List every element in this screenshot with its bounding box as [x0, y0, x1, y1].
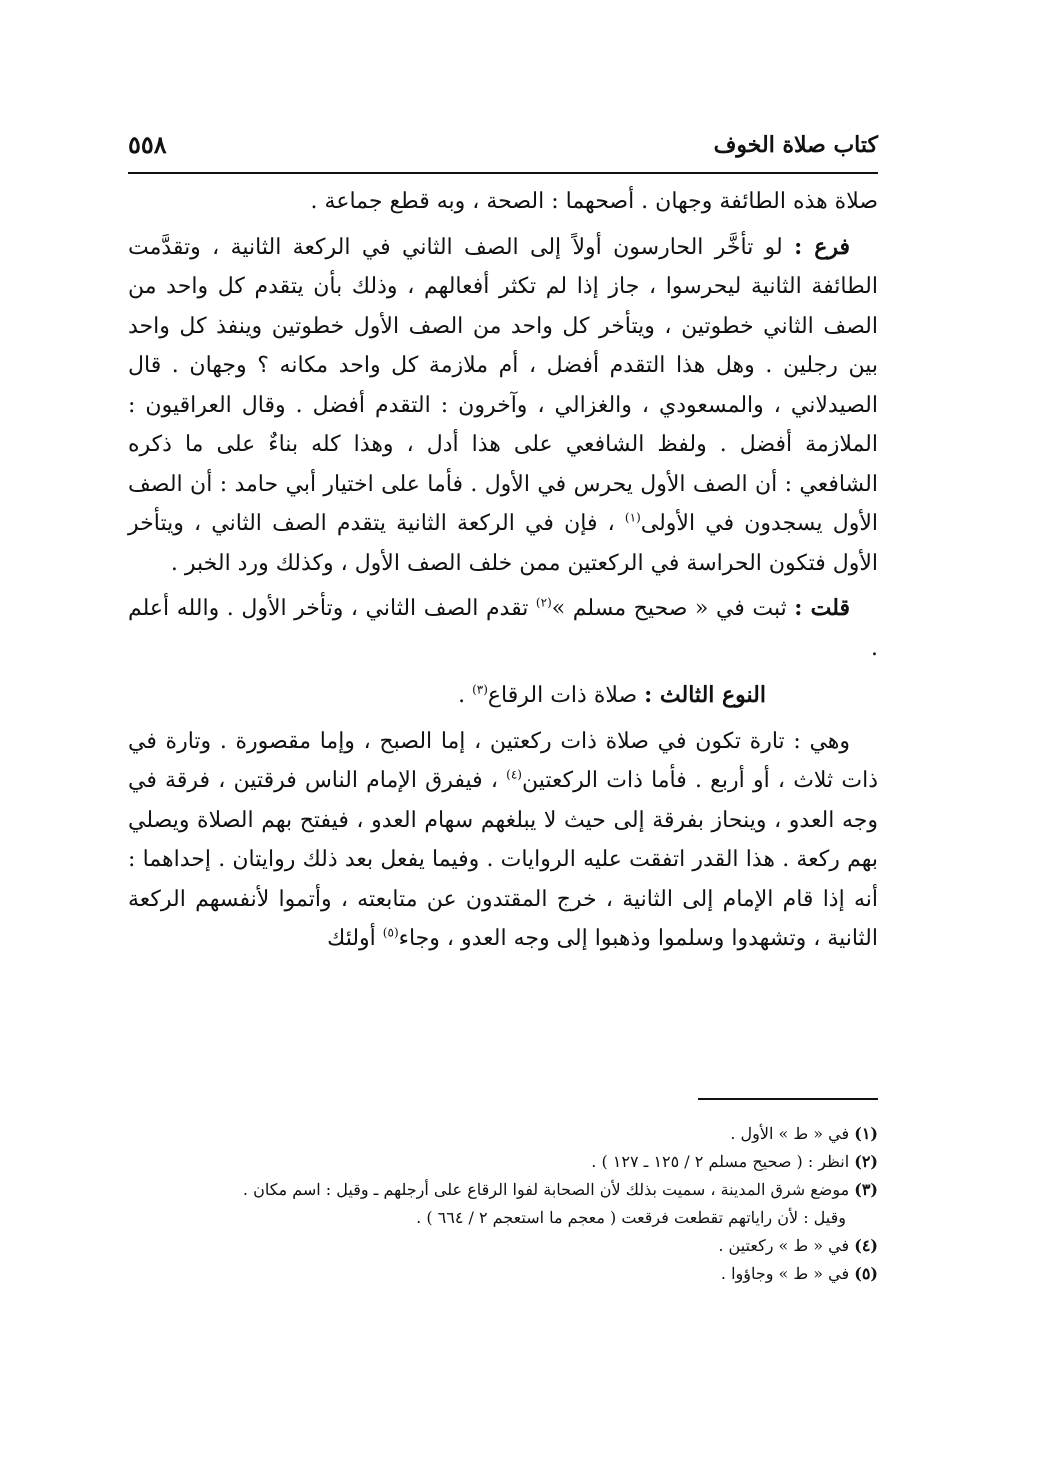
- paragraph-text: لو تأخَّر الحارسون أولاً إلى الصف الثاني في الركعة الثانية ، وتقدَّمت الطائفة الثانية ليحرسوا ، جاز إذا لم تكثر أفعالهم ، وذلك بأن يتقدم كل واحد من الصف الثاني خطوتين ، ويتأخر كل واحد من الصف الأول خطوتين وينفذ كل واحد بين رجلين . وهل هذا التقدم أفضل ، أم ملازمة كل واحد مكانه ؟ وجهان . قال الصيدلاني ، والمسعودي ، والغزالي ، وآخرون : التقدم أفضل . وقال العراقيون : الملازمة أفضل . ولفظ الشافعي على هذا أدل ، وهذا كله بناءٌ على ما ذكره الشافعي : أن الصف الأول يحرس في الأول . فأما على اختيار أبي حامد : أن الصف الأول يسجدون في الأولى: [128, 234, 879, 536]
- paragraph-text: ثبت في « صحيح مسلم »: [551, 596, 795, 621]
- running-header: [128, 128, 878, 174]
- footnote-divider: [698, 1098, 878, 1100]
- footnote-ref: (٥): [382, 925, 399, 940]
- footnote-ref: (٢): [535, 595, 552, 610]
- footnote-text: في « ط » ركعتين .: [718, 1236, 850, 1255]
- section-heading: [128, 676, 878, 716]
- footnotes-section: [128, 1098, 878, 1288]
- section-heading-end: .: [458, 683, 473, 708]
- paragraph-lead: قلت :: [794, 595, 851, 621]
- book-page: [128, 128, 878, 1368]
- footnote-text: انظر : ( صحيح مسلم ٢ / ١٢٥ ـ ١٢٧ ) .: [591, 1152, 850, 1171]
- paragraph-qultu: [128, 589, 878, 668]
- footnote-text: موضع شرق المدينة ، سميت بذلك لأن الصحابة لفوا الرقاع على أرجلهم ـ وقيل : اسم مكان .: [242, 1180, 850, 1199]
- paragraph-lead: فرع :: [794, 233, 851, 260]
- chapter-title: كتاب صلاة الخوف: [713, 132, 878, 158]
- main-text: [128, 182, 878, 959]
- footnote-2: [128, 1148, 878, 1176]
- footnote-5: [128, 1260, 878, 1288]
- paragraph-1: [128, 182, 878, 222]
- paragraph-far3: [128, 228, 878, 584]
- footnote-1: [128, 1120, 878, 1148]
- paragraph-wahiya: [128, 722, 878, 959]
- footnote-text: في « ط » وجاؤوا .: [720, 1264, 850, 1283]
- footnote-ref: (٣): [472, 682, 488, 697]
- footnote-number: (٢): [854, 1152, 878, 1171]
- footnote-list: [128, 1120, 878, 1288]
- paragraph-text: صلاة هذه الطائفة وجهان . أصحهما : الصحة ، وبه قطع جماعة .: [310, 189, 878, 214]
- footnote-text: وقيل : لأن راياتهم تقطعت فرقعت ( معجم ما استعجم ٢ / ٦٦٤ ) .: [416, 1208, 846, 1227]
- footnote-3: [128, 1176, 878, 1204]
- footnote-ref: (١): [624, 510, 641, 525]
- paragraph-text: وهي : تارة تكون في صلاة ذات ركعتين ، إما الصبح ، وإما مقصورة . وتارة في ذات ثلاث ، أو أربع . فأما ذات الركعتين: [128, 728, 878, 793]
- footnote-4: [128, 1232, 878, 1260]
- footnote-text: في « ط » الأول .: [730, 1124, 850, 1143]
- footnote-number: (٤): [854, 1236, 878, 1255]
- paragraph-text-cont: تقدم الصف الثاني ، وتأخر الأول . والله أعلم .: [128, 596, 878, 661]
- footnote-number: (١): [854, 1124, 878, 1143]
- footnote-ref: (٤): [506, 767, 522, 782]
- paragraph-text-end: أولئك: [327, 926, 383, 951]
- footnote-number: (٣): [854, 1180, 878, 1199]
- section-heading-lead: النوع الثالث :: [644, 682, 766, 708]
- section-heading-text: صلاة ذات الرقاع: [487, 683, 645, 708]
- paragraph-text-cont: ، فإن في الركعة الثانية يتقدم الصف الثاني ، ويتأخر الأول فتكون الحراسة في الركعتين ممن خلف الصف الأول ، وكذلك ورد الخبر .: [128, 511, 878, 576]
- page-number: ٥٥٨: [128, 130, 167, 159]
- footnote-3-continued: [128, 1204, 878, 1232]
- paragraph-text-cont: ، فيفرق الإمام الناس فرقتين ، فرقة في وجه العدو ، وينحاز بفرقة إلى حيث لا يبلغهم سهام العدو ، فيفتح بهم الصلاة ويصلي بهم ركعة . هذا القدر اتفقت عليه الروايات . وفيما يفعل بعد ذلك روايتان . إحداهما : أنه إذا قام الإمام إلى الثانية ، خرج المقتدون عن متابعته ، وأتموا لأنفسهم الركعة الثانية ، وتشهدوا وسلموا وذهبوا إلى وجه العدو ، وجاء: [128, 768, 878, 951]
- footnote-number: (٥): [854, 1264, 878, 1283]
